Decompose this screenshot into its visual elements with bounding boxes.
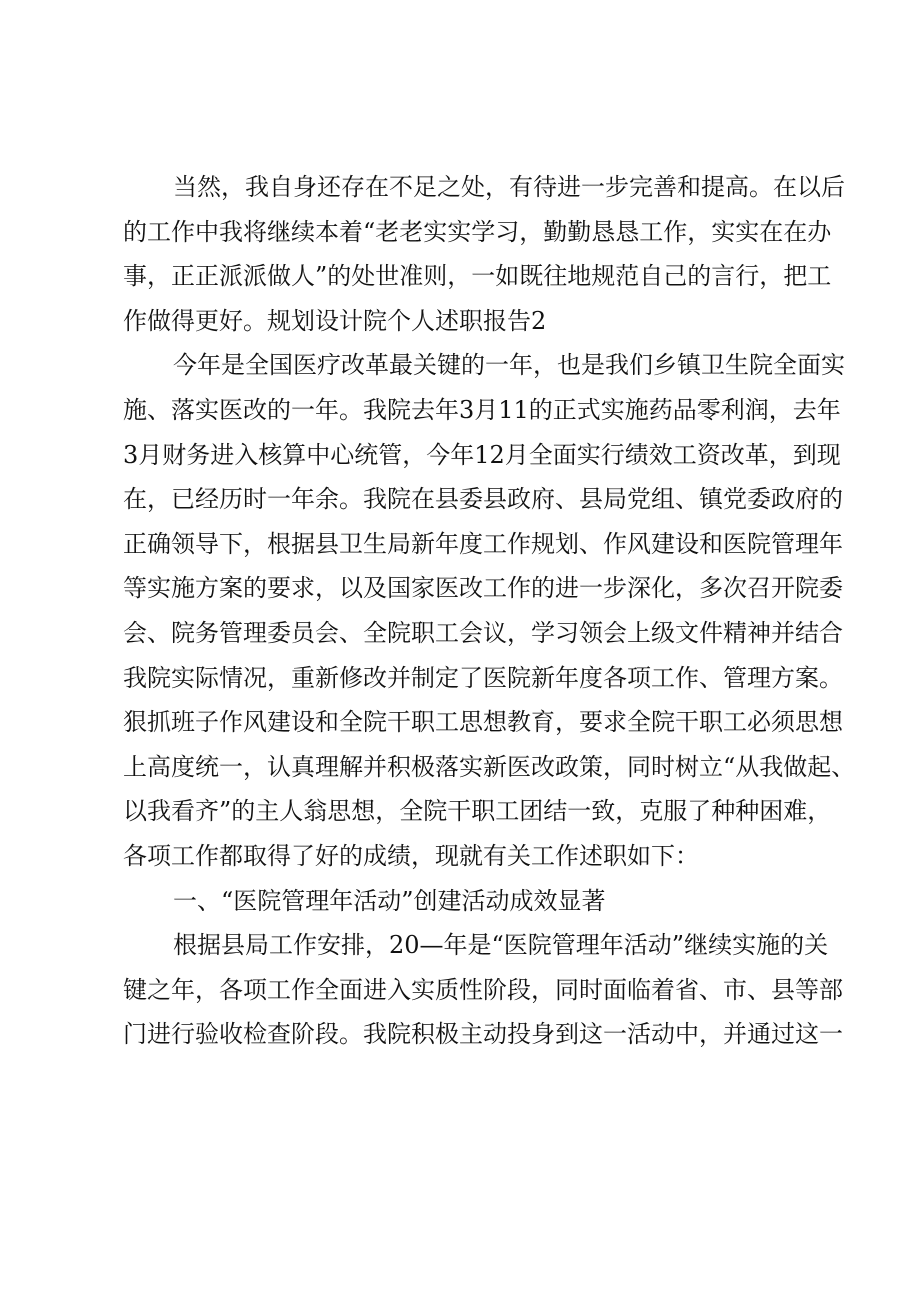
text-line: 以我看齐”的主人翁思想，全院干职工团结一致，克服了种种困难， — [123, 797, 832, 826]
text-line: 正确领导下，根据县卫生局新年度工作规划、作风建设和医院管理年 — [123, 529, 843, 558]
text-line: 在，已经历时一年余。我院在县委县政府、县局党组、镇党委政府的 — [123, 485, 843, 514]
text-line: 上高度统一，认真理解并积极落实新医改政策，同时树立“从我做起、 — [123, 752, 856, 781]
text-line: 我院实际情况，重新修改并制定了医院新年度各项工作、管理方案。 — [123, 663, 843, 692]
text-line: 狠抓班子作风建设和全院干职工思想教育，要求全院干职工必须思想 — [123, 708, 843, 737]
text-line: 作做得更好。规划设计院个人述职报告2 — [123, 306, 547, 335]
text-line: 当然，我自身还存在不足之处，有待进一步完善和提高。在以后 — [173, 173, 845, 201]
text-line: 3月财务进入核算中心统管，今年12月全面实行绩效工资改革，到现 — [123, 440, 841, 469]
text-line: 施、落实医改的一年。我院去年3月11的正式实施药品零利润，去年 — [123, 395, 841, 424]
document-body — [123, 165, 856, 1057]
section-heading: 一、“医院管理年活动”创建活动成效显著 — [173, 886, 606, 915]
text-line: 根据县局工作安排，20—年是“医院管理年活动”继续实施的关 — [173, 931, 829, 960]
text-line: 键之年，各项工作全面进入实质性阶段，同时面临着省、市、县等部 — [123, 975, 843, 1004]
text-line: 各项工作都取得了好的成绩，现就有关工作述职如下： — [123, 841, 699, 870]
text-line: 的工作中我将继续本着“老老实实学习，勤勤恳恳工作，实实在在办 — [123, 217, 832, 246]
text-line: 会、院务管理委员会、全院职工会议，学习领会上级文件精神并结合 — [123, 618, 843, 647]
text-line: 事，正正派派做人”的处世准则，一如既往地规范自己的言行，把工 — [123, 262, 832, 291]
text-line: 门进行验收检查阶段。我院积极主动投身到这一活动中，并通过这一 — [123, 1020, 843, 1049]
text-line: 今年是全国医疗改革最关键的一年，也是我们乡镇卫生院全面实 — [173, 351, 845, 380]
text-line: 等实施方案的要求，以及国家医改工作的进一步深化，多次召开院委 — [123, 574, 843, 603]
